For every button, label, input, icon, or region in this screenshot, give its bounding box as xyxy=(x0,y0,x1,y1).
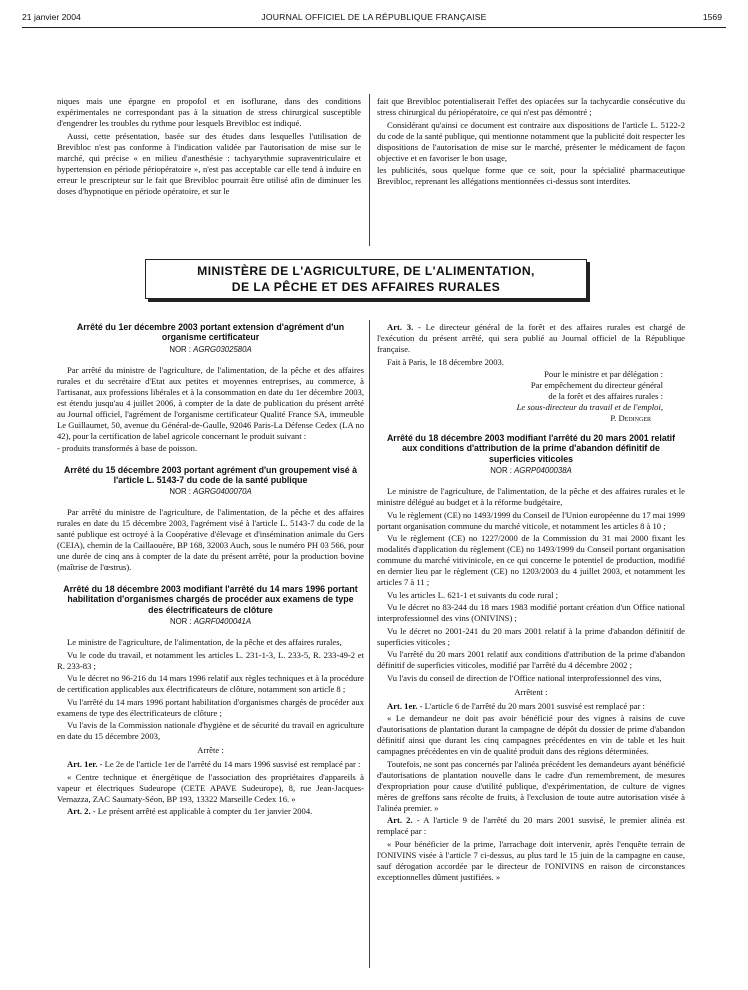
quote: « Centre technique et énergétique de l'association des propriétaires d'appareils à vapeur et électriques Sudeurope (CETE APAVE Sudeurope), 8, rue Jean-Jacques-Vernazza, ZAC Saumaty-Séon, BP 193, 13322 Marseille Cedex 16. » xyxy=(57,771,364,804)
paragraph: Vu l'arrêté du 14 mars 1996 portant habilitation d'organismes chargés de procéder aux examens de type des électrificateurs de clôture ; xyxy=(57,696,364,718)
journal-title: JOURNAL OFFICIEL DE LA RÉPUBLIQUE FRANÇAISE xyxy=(261,12,487,22)
header-date: 21 janvier 2004 xyxy=(22,12,81,22)
ministry-line-1: MINISTÈRE DE L'AGRICULTURE, DE L'ALIMENTATION, xyxy=(197,264,535,278)
right-column xyxy=(377,322,685,884)
decree-title: Arrêté du 18 décembre 2003 modifiant l'arrêté du 20 mars 2001 relatif aux conditions d'attribution de la prime d'abandon définitif de superficies viticoles xyxy=(386,433,676,464)
done-at: Fait à Paris, le 18 décembre 2003. xyxy=(387,356,504,367)
arrete-label: Arrête : xyxy=(197,745,224,756)
article: Art. 1er. - Le 2e de l'article 1er de l'arrêté du 14 mars 1996 susvisé est remplacé par : xyxy=(67,759,361,770)
quote: « Le demandeur ne doit pas avoir bénéficié pour des vignes à raisins de cuve d'autorisations de plantation durant la campagne de dépôt du dossier de prime d'abandon définitif ainsi que durant les cinq campagnes précédentes en vin de table et les huit campagnes précédentes en vin de qualité produit dans des régions déterminées. xyxy=(377,713,685,757)
arrete-label: Arrêtent : xyxy=(514,686,548,697)
list-item: - produits transformés à base de poisson. xyxy=(57,443,198,454)
paragraph: Vu le décret no 83-244 du 18 mars 1983 modifié portant création d'un Office national interprofessionnel des vins (ONIVINS) ; xyxy=(377,602,685,624)
article: Art. 2. - A l'article 9 de l'arrêté du 20 mars 2001 susvisé, le premier alinéa est remplacé par : xyxy=(377,815,685,837)
header-rule xyxy=(22,27,726,28)
paragraph: niques mais une épargne en propofol et en isoflurane, dans des conditions expérimentales ne correspondant pas à la situation de stress chirurgical susceptible d'engendrer les troubles du rythme pour lesquels Brevibloc est indiqué. xyxy=(57,96,361,128)
nor-reference: NOR : AGRP0400038A xyxy=(490,466,572,476)
ministry-line-2: DE LA PÊCHE ET DES AFFAIRES RURALES xyxy=(231,280,501,294)
nor-reference: NOR : AGRG0302580A xyxy=(169,344,252,354)
quote: Toutefois, ne sont pas concernés par l'alinéa précédent les demandeurs ayant bénéficié d'autorisations de plantation nouvelle dans le cadre d'un remembrement, de mesures d'expropriation pour cause d'utilité publique, d'expérimentation, de culture de vignes mères de greffons sans récolte de fruits, à l'exclusion de toute autre autorisation visée à l'alinéa premier. » xyxy=(377,758,685,813)
top-right-column xyxy=(377,96,685,189)
decree-title: Arrêté du 15 décembre 2003 portant agrément d'un groupement visé à l'article L. 5143-7 du code de la santé publique xyxy=(64,464,357,486)
paragraph: Vu les articles L. 621-1 et suivants du code rural ; xyxy=(387,589,559,600)
column-divider xyxy=(369,320,370,968)
paragraph: Le ministre de l'agriculture, de l'alimentation, de la pêche et des affaires rurales et le ministre délégué au budget et à la réforme budgétaire, xyxy=(377,486,685,508)
paragraph: Vu le code du travail, et notamment les articles L. 231-1-3, L. 233-5, R. 233-49-2 et R. 233-83 ; xyxy=(57,649,364,671)
paragraph: Vu le règlement (CE) no 1227/2000 de la Commission du 31 mai 2000 fixant les modalités d'application du règlement (CE) no 1493/1999 du Conseil portant organisation commune du marché vitivinicole, en ce qui concerne le potentiel de production, modifié en dernier lieu par le règlement (CE) no 1203/2003 du 4 juillet 2003, et notamment les articles 7 à 11 ; xyxy=(377,533,685,588)
ministry-banner xyxy=(145,259,587,299)
article: Art. 3. - Le directeur général de la forêt et des affaires rurales est chargé de l'exécution du présent arrêté, qui sera publié au Journal officiel de la République française. xyxy=(377,322,686,354)
top-left-column xyxy=(57,96,361,198)
page-number: 1569 xyxy=(702,12,722,22)
article: Art. 1er. - L'article 6 de l'arrêté du 20 mars 2001 susvisé est remplacé par : xyxy=(387,700,645,711)
paragraph: Aussi, cette présentation, basée sur des études dans lesquelles l'utilisation de Brevibloc n'est pas conforme à l'indication validée par l'autorisation de mise sur le marché, qui précise « en milieu d'anesthésie : tachyarythmie supraventriculaire et hypertension en période périopératoire », n'est pas acceptable car elle tend à induire en erreur le prescripteur sur le fait que Brevibloc pourrait être utilisé afin de diminuer les doses d'hypnotique en période opératoire, et sur le xyxy=(57,130,361,196)
article: Art. 2. - Le présent arrêté est applicable à compter du 1er janvier 2004. xyxy=(67,806,313,817)
decree-title: Arrêté du 18 décembre 2003 modifiant l'arrêté du 14 mars 1996 portant habilitation d'organismes chargés de procéder aux examens de type des électrificateurs de clôture xyxy=(63,583,358,615)
paragraph: Vu le règlement (CE) no 1493/1999 du Conseil de l'Union européenne du 17 mai 1999 portant organisation commune du marché viticole, et notamment les articles 8 à 10 ; xyxy=(377,509,685,531)
paragraph: Vu le décret no 96-216 du 14 mars 1996 relatif aux règles techniques et à la procédure de certification applicables aux électrificateurs de clôture, notamment son article 8 ; xyxy=(57,673,364,695)
left-column xyxy=(57,322,364,819)
paragraph: Par arrêté du ministre de l'agriculture, de l'alimentation, de la pêche et des affaires rurales en date du 15 décembre 2003, l'agrément visé à l'article L. 5143-7 du code de la santé publique est octroyé à la Coopérative d'élevage et d'insémination animale du Gers (CEIA), chemin de la Caillaouère, BP 168, 32003 Auch, sous le numéro PH 03 566, pour une durée de cinq ans à compter de la date du présent arrêté, pour la production bovine (maîtrise de l'œstrus). xyxy=(57,507,364,573)
signature-block: Pour le ministre et par délégation : Par empêchement du directeur général de la forêt et des affaires rurales : Le sous-directeur du travail et de l'emploi, P. Dedinger xyxy=(516,369,663,423)
paragraph: Vu l'avis de la Commission nationale d'hygiène et de sécurité du travail en agriculture en date du 15 décembre 2003, xyxy=(57,720,364,742)
paragraph: Vu l'arrêté du 20 mars 2001 relatif aux conditions d'attribution de la prime d'abandon définitif de superficies viticoles, modifié par l'arrêté du 4 décembre 2002 ; xyxy=(377,649,685,671)
nor-reference: NOR : AGRG0400070A xyxy=(169,487,252,497)
paragraph: Vu l'avis du conseil de direction de l'Office national interprofessionnel des vins, xyxy=(387,672,662,683)
paragraph: les publicités, sous quelque forme que ce soit, pour la spécialité pharmaceutique Brevibloc, reprenant les allégations mentionnées ci-dessus sont interdites. xyxy=(377,165,685,186)
column-divider xyxy=(369,94,370,246)
paragraph: Considérant qu'ainsi ce document est contraire aux dispositions de l'article L. 5122-2 du code de la santé publique, qui mentionne notamment que la publicité doit respecter les dispositions de l'autorisation de mise sur le marché, présenter le médicament de façon objective et en favoriser le bon usage, xyxy=(377,119,685,163)
quote: « Pour bénéficier de la prime, l'arrachage doit intervenir, après l'enquête terrain de l'ONIVINS visée à l'article 7 ci-dessus, au plus tard le 15 juin de la campagne en cause, sauf dérogation accordée par le directeur de l'ONIVINS en raison de circonstances exceptionnelles dûment justifiées. » xyxy=(377,838,685,882)
paragraph: fait que Brevibloc potentialiserait l'effet des opiacées sur la tachycardie consécutive du stress chirurgical du périopératoire, ce qui n'est pas démontré ; xyxy=(377,96,685,117)
decree-title: Arrêté du 1er décembre 2003 portant extension d'agrément d'un organisme certificateur xyxy=(76,322,345,343)
paragraph: Par arrêté du ministre de l'agriculture, de l'alimentation, de la pêche et des affaires rurales et du secrétaire d'Etat aux petites et moyennes entreprises, au commerce, à l'artisanat, aux professions libérales et à la consommation en date du 1er décembre 2003, est étendu jusqu'au 4 juillet 2006, à compter de la date de publication du présent arrêté au Journal officiel, l'agrément de l'organisme certificateur Qualité France SA, immeuble Le Guillaumet, 50, avenue du Général-de-Gaulle, 92046 Paris-La Défense Cedex (LA no 42), pour la certification de label agricole concernant le produit suivant : xyxy=(57,364,364,441)
nor-reference: NOR : AGRF0400041A xyxy=(169,617,252,627)
page-header xyxy=(22,12,726,26)
paragraph: Le ministre de l'agriculture, de l'alimentation, de la pêche et des affaires rurales, xyxy=(67,637,342,648)
paragraph: Vu le décret no 2001-241 du 20 mars 2001 relatif à la prime d'abandon définitif de superficies viticoles ; xyxy=(377,625,685,647)
